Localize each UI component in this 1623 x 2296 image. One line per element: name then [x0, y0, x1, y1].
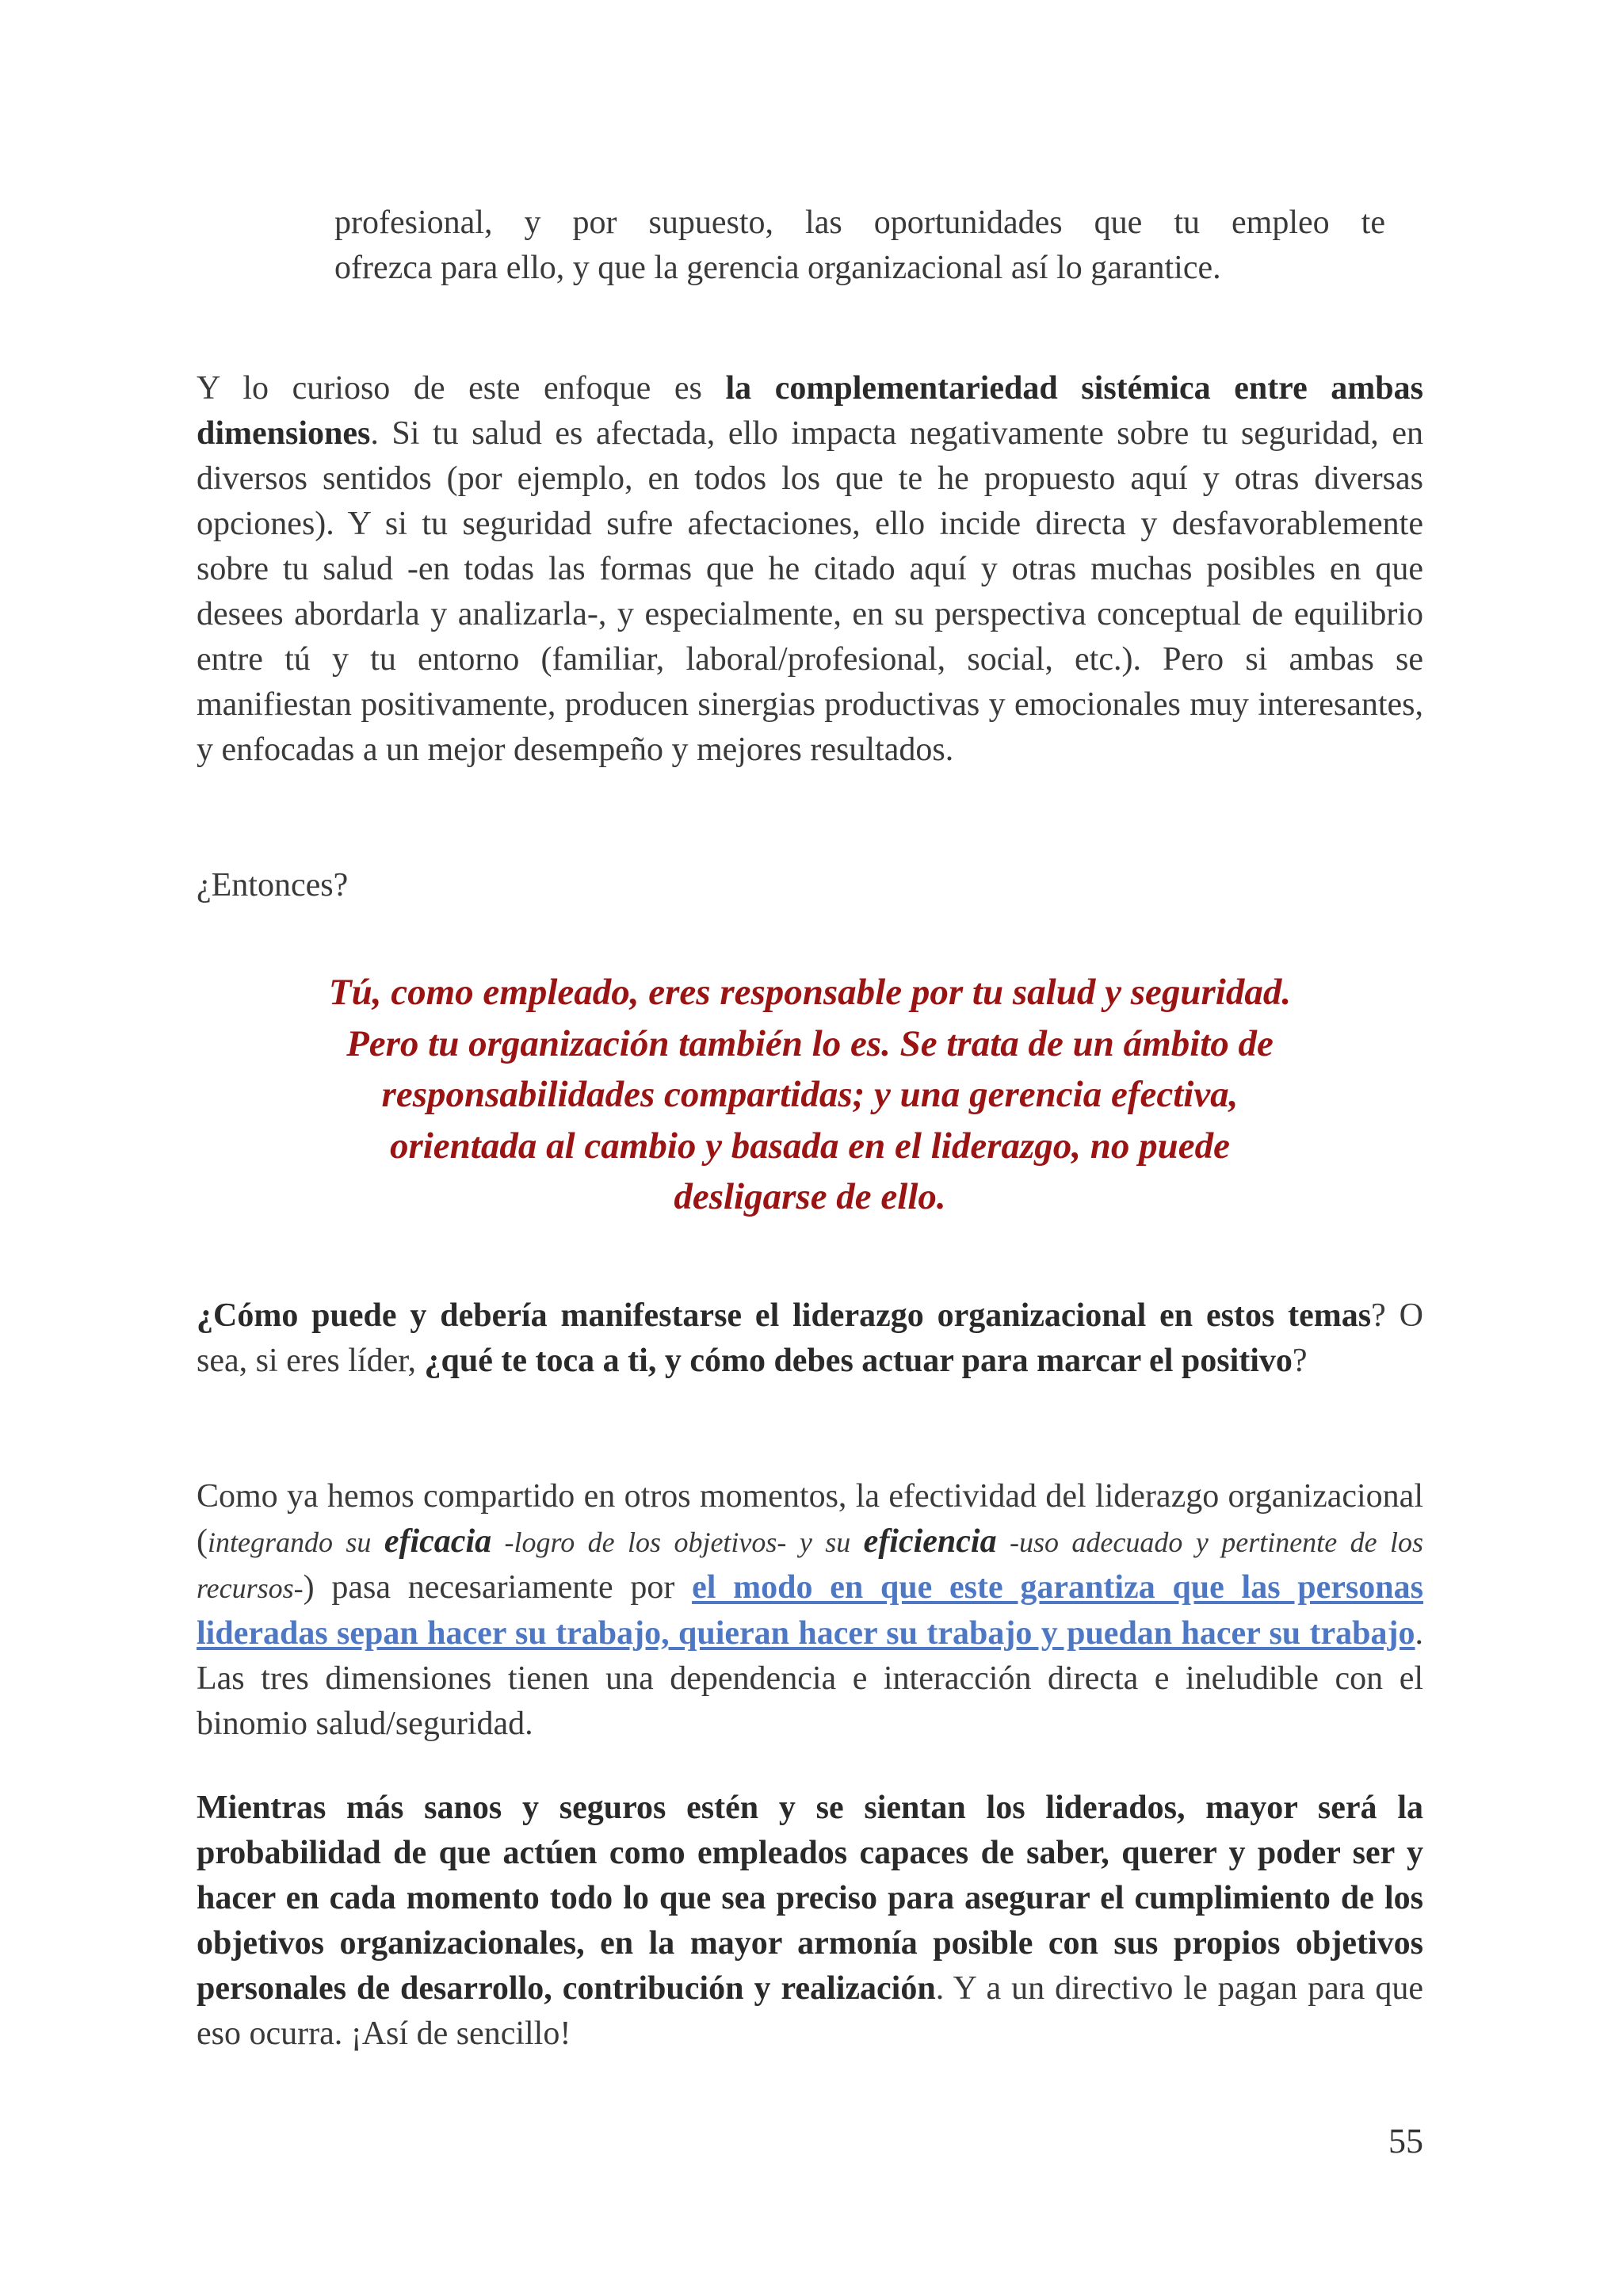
italic-text: -logro de los objetivos- y su — [491, 1526, 864, 1558]
text-run: Y lo curioso de este enfoque es — [197, 370, 726, 407]
quote-line: orientada al cambio y basada en el liderazgo, no puede — [389, 1125, 1231, 1167]
text-run: ? — [1292, 1343, 1308, 1379]
page-number: 55 — [1388, 2122, 1423, 2160]
paragraph-conclusion — [197, 1786, 1423, 2057]
text-run: . Y a un directivo le pagan para que eso ocurra. ¡Así de sencillo! — [197, 1970, 1424, 2052]
bold-italic-text: eficiencia — [863, 1523, 997, 1560]
bold-text: Mientras más sanos y seguros estén y se sientan los liderados, mayor será la probabilidad de que actúen como empleados capaces de saber, querer y poder ser y hacer en cada momento todo lo que sea preciso para asegurar el cumplimiento de los objetivos organizacionales, en la mayor armonía posible con sus propios objetivos personales de desarrollo, contribución y realización — [197, 1790, 1423, 2007]
text-run: Como ya hemos compartido en otros momentos, la efectividad del liderazgo organizacional ( — [197, 1478, 1423, 1560]
hyperlink-text[interactable]: el modo en que este garantiza que las personas lideradas sepan hacer su trabajo, quieran hacer su trabajo y puedan hacer su trabajo — [197, 1569, 1423, 1652]
paragraph-line: ofrezca para ello, y que la gerencia organizacional así lo garantice. — [334, 250, 1221, 286]
paragraph-efectividad — [197, 1474, 1423, 1747]
continued-paragraph — [334, 201, 1385, 291]
text-run: ) pasa necesariamente por — [303, 1569, 693, 1606]
italic-text: -uso adecuado y pertinente de los recursos- — [197, 1526, 1423, 1604]
bold-text: ¿Cómo puede y debería manifestarse el liderazgo organizacional en estos temas — [197, 1297, 1372, 1334]
text-run: . Si tu salud es afectada, ello impacta negativamente sobre tu seguridad, en diversos sentidos (por ejemplo, en todos los que te he propuesto aquí y otras diversas opciones). Y si tu seguridad sufre afectaciones, ello incide directa y desfavorablemente sobre tu salud -en todas las formas que he citado aquí y otras muchas posibles en que desees abordarla y analizarla-, y especialmente, en su perspectiva conceptual de equilibrio entre tú y tu entorno (familiar, laboral/profesional, social, etc.). Pero si ambas se manifiestan positivamente, producen sinergias productivas y emocionales muy interesantes, y enfocadas a un mejor desempeño y mejores resultados. — [197, 415, 1423, 768]
quote-line: desligarse de ello. — [674, 1176, 946, 1217]
highlighted-quote — [197, 967, 1423, 1223]
quote-line: Tú, como empleado, eres responsable por tu salud y seguridad. — [328, 972, 1292, 1013]
bold-text: ¿qué te toca a ti, y cómo debes actuar para marcar el positivo — [424, 1343, 1293, 1379]
quote-line: Pero tu organización también lo es. Se trata de un ámbito de — [346, 1022, 1274, 1064]
bold-italic-text: eficacia — [384, 1523, 492, 1560]
paragraph-entonces: ¿Entonces? — [197, 867, 349, 904]
bold-text: la complementariedad sistémica entre ambas dimensiones — [197, 370, 1423, 452]
italic-text: integrando su — [208, 1526, 384, 1558]
text-run: . Las tres dimensiones tienen una dependencia e interacción directa e ineludible con el binomio salud/seguridad. — [197, 1615, 1423, 1742]
paragraph-line: profesional, y por supuesto, las oportunidades que tu empleo te — [334, 204, 1385, 241]
paragraph-complementariedad — [197, 366, 1423, 773]
paragraph-question — [197, 1293, 1423, 1384]
quote-line: responsabilidades compartidas; y una gerencia efectiva, — [381, 1074, 1239, 1115]
text-run: ? O sea, si eres líder, — [197, 1297, 1423, 1379]
